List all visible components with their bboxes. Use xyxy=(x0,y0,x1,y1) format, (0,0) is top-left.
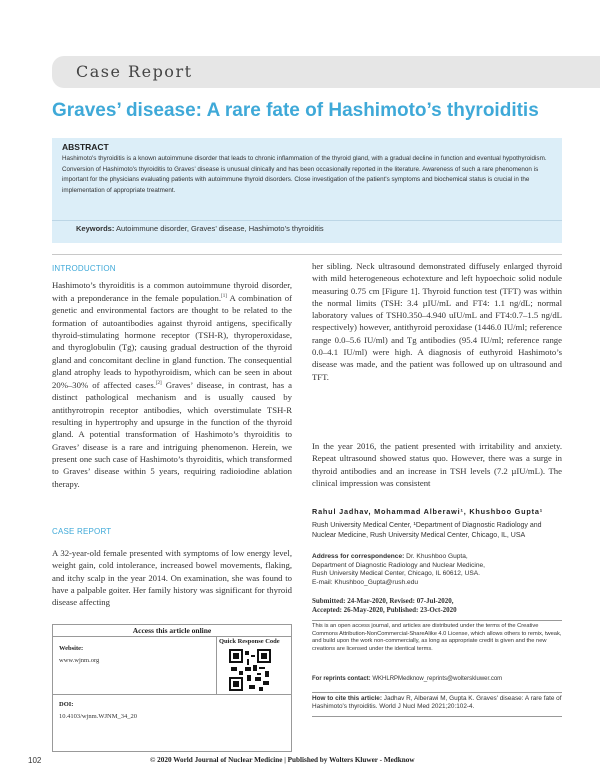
page-number: 102 xyxy=(28,756,42,765)
dates-line-2: Accepted: 26-May-2020, Published: 23-Oct-2020 xyxy=(312,605,457,614)
ref-2[interactable]: [2] xyxy=(155,381,162,387)
license-divider xyxy=(312,620,562,621)
intro-heading: INTRODUCTION xyxy=(52,264,116,273)
case-report-heading: CASE REPORT xyxy=(52,527,112,536)
keywords-label: Keywords: xyxy=(76,224,115,233)
abstract-box xyxy=(52,138,562,243)
abstract-text: Hashimoto's thyroiditis is a known autoimmune disorder that leads to chronic inflammation of the thyroid gland, with a gradual decline in function and eventual hypothyroidism. Conversion of Hashimoto's thyroiditis to Graves' disease is unusual clinically and has been occasionally reported in the literature. Awareness of such a rare phenomenon is important for the physicians evaluating patients with autoimmune thyroid disorders. Close investigation of the patient's symptoms and biochemical status is crucial in the implementation of appropriate treatment. xyxy=(62,155,547,194)
section-tab xyxy=(52,56,600,88)
intro-text-c: Graves’ disease, in contrast, has a distinct pathological mechanism and is usually caused by antithyrotropin receptor antibodies, which overstimulate TSH-R resulting in hypertrophy and upsurge in the function of the thyroid gland. A potential transformation of Hashimoto’s thyroiditis to Graves’ disease is a rare and intriguing phenomenon. Herein, we present one such case of Hashimoto’s thyroiditis, which transformed to Graves’ disease within 5 years, requiring radioiodine ablation therapy. xyxy=(52,380,292,489)
author-names: Rahul Jadhav, Mohammad Alberawi¹, Khushboo Gupta¹ xyxy=(312,507,543,516)
access-divider xyxy=(53,694,291,695)
correspondence-email[interactable]: E-mail: Khushboo_Gupta@rush.edu xyxy=(312,578,419,586)
intro-text-b: A combination of genetic and environmental factors are thought to be related to the formation of autoantibodies against thyroid antigens, specifically thyroid-stimulating hormone receptor (TSH-R), thyroperoxidase, and thyroglobulin (Tg); causing gradual destruction of the thyroid gland and concomitant decline in gland function. The consequential gland atrophy leads to hypothyroidism, which can be seen in about 20%–30% of affected cases. xyxy=(52,293,293,391)
abstract-heading: ABSTRACT xyxy=(62,142,109,152)
cite-label: How to cite this article: xyxy=(312,695,382,702)
intro-text-a: Hashimoto’s thyroiditis is a common autoimmune thyroid disorder, with a preponderance in the female population. xyxy=(52,280,292,304)
keywords xyxy=(76,224,324,233)
reprints-email[interactable]: WKHLRPMedknow_reprints@wolterskluwer.com xyxy=(370,676,503,682)
correspondence xyxy=(312,553,562,562)
correspondence-label: Address for correspondence: xyxy=(312,553,405,560)
ref-1[interactable]: [1] xyxy=(221,294,227,300)
keywords-text: Autoimmune disorder, Graves’ disease, Hashimoto’s thyroiditis xyxy=(116,224,324,233)
qr-code-icon[interactable] xyxy=(229,649,271,691)
access-box xyxy=(52,624,292,752)
footer-text: © 2020 World Journal of Nuclear Medicine | Published by Wolters Kluwer - Medknow xyxy=(150,756,415,764)
correspondence-line-1: Department of Diagnostic Radiology and Nuclear Medicine, xyxy=(312,561,485,569)
right-paragraph-1: her sibling. Neck ultrasound demonstrated diffusely enlarged thyroid with mild heterogeneous echotexture and left hypoechoic solid nodule measuring 0.75 cm [Figure 1]. Thyroid function test (TFT) was within the normal limits (TSH: 3.4 µIU/mL and FT4: 1.1 ng/dL; normal laboratory values of TSH0.350–4.940 uIU/mL and FT4:0.7–1.5 ng/dL respectively) however, antithyroid peroxidase (1446.0 IU/ml; reference range 0.0–5.6 IU/ml) and Tg antibodies (95.4 IU/ml; reference range 0.0–4.1 IU/ml) were high. A diagnosis of euthyroid Hashimoto’s disease was made, and the patient was followed up on ultrasound and TFT. xyxy=(312,261,562,382)
license-text: This is an open access journal, and articles are distributed under the terms of the Creative Commons Attribution-NonCommercial-ShareAlike 4.0 License, which allows others to remix, tweak, and build upon the work non-commercially, as long as appropriate credit is given and the new creations are licensed under the identical terms. xyxy=(312,623,562,652)
section-label: Case Report xyxy=(76,62,193,81)
section-divider xyxy=(52,254,562,255)
article-title: Graves’ disease: A rare fate of Hashimoto’s thyroiditis xyxy=(52,100,539,121)
intro-paragraph xyxy=(52,279,292,490)
website-link[interactable]: www.wjnm.org xyxy=(59,657,100,664)
correspondence-name: Dr. Khushboo Gupta, xyxy=(404,553,468,560)
cite-divider-bottom xyxy=(312,716,562,717)
right-paragraph-2: In the year 2016, the patient presented with irritability and anxiety. Repeat ultrasound showed status quo. However, there was a surge in thyroid antibodies and an increase in TSH levels (7.2 µIU/mL). The clinical impression was consistent xyxy=(312,441,562,488)
doi-label: DOI: xyxy=(59,701,74,708)
cite-body: Jadhav R, Alberawi M, Gupta K. Graves' disease: A rare fate of Hashimoto's thyroiditis. World J Nucl Med 2021;20:102-4. xyxy=(312,695,562,711)
cite-divider xyxy=(312,692,562,693)
author-affiliation: Rush University Medical Center, ¹Department of Diagnostic Radiology and Nuclear Medicine, Rush University Medical Center, Chicago, IL, USA xyxy=(312,522,542,539)
reprints xyxy=(312,675,562,684)
author-block xyxy=(312,507,562,614)
keywords-divider xyxy=(52,220,562,221)
correspondence-line-2: Rush University Medical Center, Chicago, IL 60612, USA. xyxy=(312,570,480,577)
access-heading: Access this article online xyxy=(53,625,291,637)
case-report-paragraph: A 32-year-old female presented with symptoms of low energy level, weight gain, cold intolerance, increased bowel movements, flaking, and itchy scalp in the year 2014. On examination, she was found to have a palpable goiter. Her family history was significant for thyroid disease affecting xyxy=(52,548,292,608)
website-label: Website: xyxy=(59,645,84,652)
cite-text xyxy=(312,695,562,712)
qr-divider xyxy=(216,636,217,694)
dates-line-1: Submitted: 24-Mar-2020, Revised: 07-Jul-2020, xyxy=(312,597,454,605)
reprints-label: For reprints contact: xyxy=(312,676,371,682)
qr-label: Quick Response Code xyxy=(219,638,280,645)
doi-link[interactable]: 10.4103/wjnm.WJNM_34_20 xyxy=(59,713,137,720)
